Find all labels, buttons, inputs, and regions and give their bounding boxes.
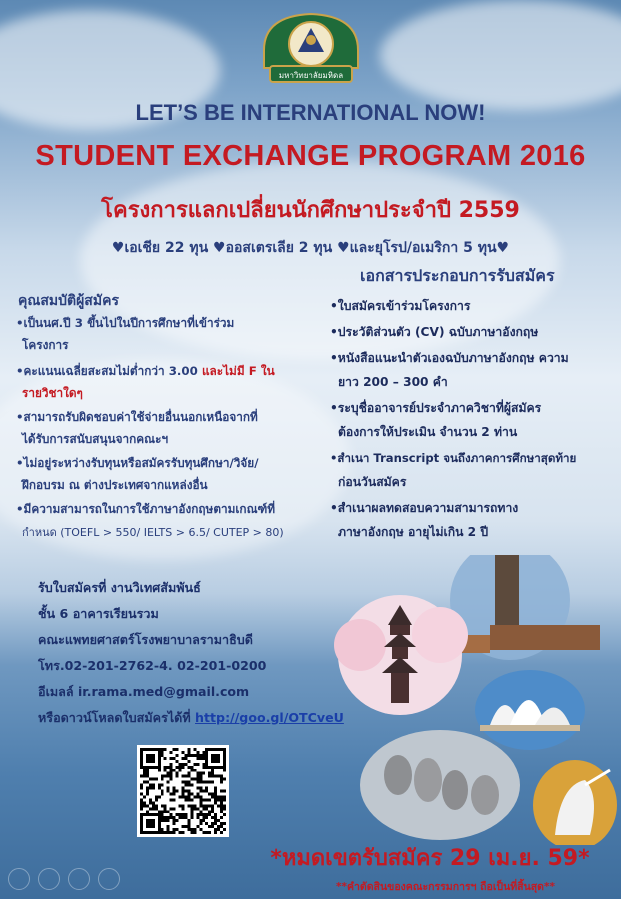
contact-phone: โทร.02-201-2762-4. 02-201-0200: [38, 658, 267, 673]
university-logo: [258, 8, 364, 94]
mount-rushmore-photo: [360, 730, 520, 840]
scholarship-counts: ♥เอเชีย 22 ทุน ♥ออสเตรเลีย 2 ทุน ♥และยุโรป/อเมริกา 5 ทุน♥: [111, 240, 510, 256]
deadline-note: **คำตัดสินของคณะกรรมการฯ ถือเป็นที่สิ้นสุด**: [336, 881, 555, 893]
qual-item: ได้รับการสนับสนุนจากคณะฯ: [22, 432, 169, 446]
qual-item: [16, 360, 326, 382]
travel-photo-collage: [330, 555, 621, 845]
doc-item: •สำเนา Transcript จนถึงภาคการศึกษาสุดท้าย: [330, 451, 577, 465]
nav-menu-icon[interactable]: [68, 868, 90, 890]
qual-item: •เป็นนศ.ปี 3 ขึ้นไปในปีการศึกษาที่เข้าร่วม: [16, 316, 235, 330]
doc-item: ภาษาอังกฤษ อายุไม่เกิน 2 ปี: [338, 525, 489, 539]
contact-download: [38, 708, 344, 728]
european-tower-photo: [450, 555, 600, 660]
headline-program: STUDENT EXCHANGE PROGRAM 2016: [35, 140, 586, 172]
qual-no-f: และไม่มี F ใน: [201, 364, 275, 378]
merlion-photo: [533, 760, 617, 845]
pagoda-blossom-photo: [334, 595, 468, 715]
nav-prev-icon[interactable]: [8, 868, 30, 890]
headline-thai: โครงการแลกเปลี่ยนนักศึกษาประจำปี 2559: [101, 198, 520, 223]
doc-item: •สำเนาผลทดสอบความสามารถทาง: [330, 501, 519, 515]
doc-item: ก่อนวันสมัคร: [338, 475, 407, 489]
deadline: *หมดเขตรับสมัคร 29 เม.ย. 59*: [270, 846, 590, 871]
qualifications-title: คุณสมบัติผู้สมัคร: [18, 293, 119, 309]
doc-item: ยาว 200 – 300 คำ: [338, 375, 448, 389]
opera-house-photo: [475, 670, 585, 750]
qual-item: โครงการ: [22, 338, 69, 352]
qual-item: •มีความสามารถในการใช้ภาษาอังกฤษตามเกณฑ์ที่: [16, 502, 276, 516]
qual-item: •สามารถรับผิดชอบค่าใช้จ่ายอื่นนอกเหนือจากที่: [16, 410, 258, 424]
qr-code: [137, 745, 229, 837]
contact-office: รับใบสมัครที่ งานวิเทศสัมพันธ์: [38, 580, 201, 595]
doc-item: •ประวัติส่วนตัว (CV) ฉบับภาษาอังกฤษ: [330, 325, 539, 339]
doc-item: •ระบุชื่ออาจารย์ประจำภาควิชาที่ผู้สมัคร: [330, 401, 542, 415]
nav-next-icon[interactable]: [38, 868, 60, 890]
contact-floor: ชั้น 6 อาคารเรียนรวม: [38, 606, 159, 621]
headline-international: LET’S BE INTERNATIONAL NOW!: [135, 100, 486, 125]
download-link[interactable]: http://goo.gl/OTCveU: [195, 710, 344, 725]
doc-item: ต้องการให้ประเมิน จำนวน 2 ท่าน: [338, 425, 518, 439]
contact-email: อีเมลล์ ir.rama.med@gmail.com: [38, 684, 250, 699]
qual-item: •ไม่อยู่ระหว่างรับทุนหรือสมัครรับทุนศึกษา/วิจัย/: [16, 456, 259, 470]
qual-item: กำหนด (TOEFL > 550/ IELTS > 6.5/ CUTEP > 80): [22, 526, 284, 539]
documents-title: เอกสารประกอบการรับสมัคร: [360, 266, 555, 285]
qual-item: ฝึกอบรม ณ ต่างประเทศจากแหล่งอื่น: [22, 478, 208, 492]
contact-faculty: คณะแพทยศาสตร์โรงพยาบาลรามาธิบดี: [38, 632, 253, 647]
logo-text: มหาวิทยาลัยมหิดล: [278, 71, 344, 80]
nav-pen-icon[interactable]: [98, 868, 120, 890]
download-label: หรือดาวน์โหลดใบสมัครได้ที่: [38, 710, 191, 725]
slide-nav-controls: [8, 868, 120, 890]
doc-item: •ใบสมัครเข้าร่วมโครงการ: [330, 299, 471, 313]
qual-gpa: •คะแนนเฉลี่ยสะสมไม่ต่ำกว่า 3.00: [16, 364, 198, 378]
doc-item: •หนังสือแนะนำตัวเองฉบับภาษาอังกฤษ ความ: [330, 351, 569, 365]
qual-item: รายวิชาใดๆ: [22, 386, 83, 400]
